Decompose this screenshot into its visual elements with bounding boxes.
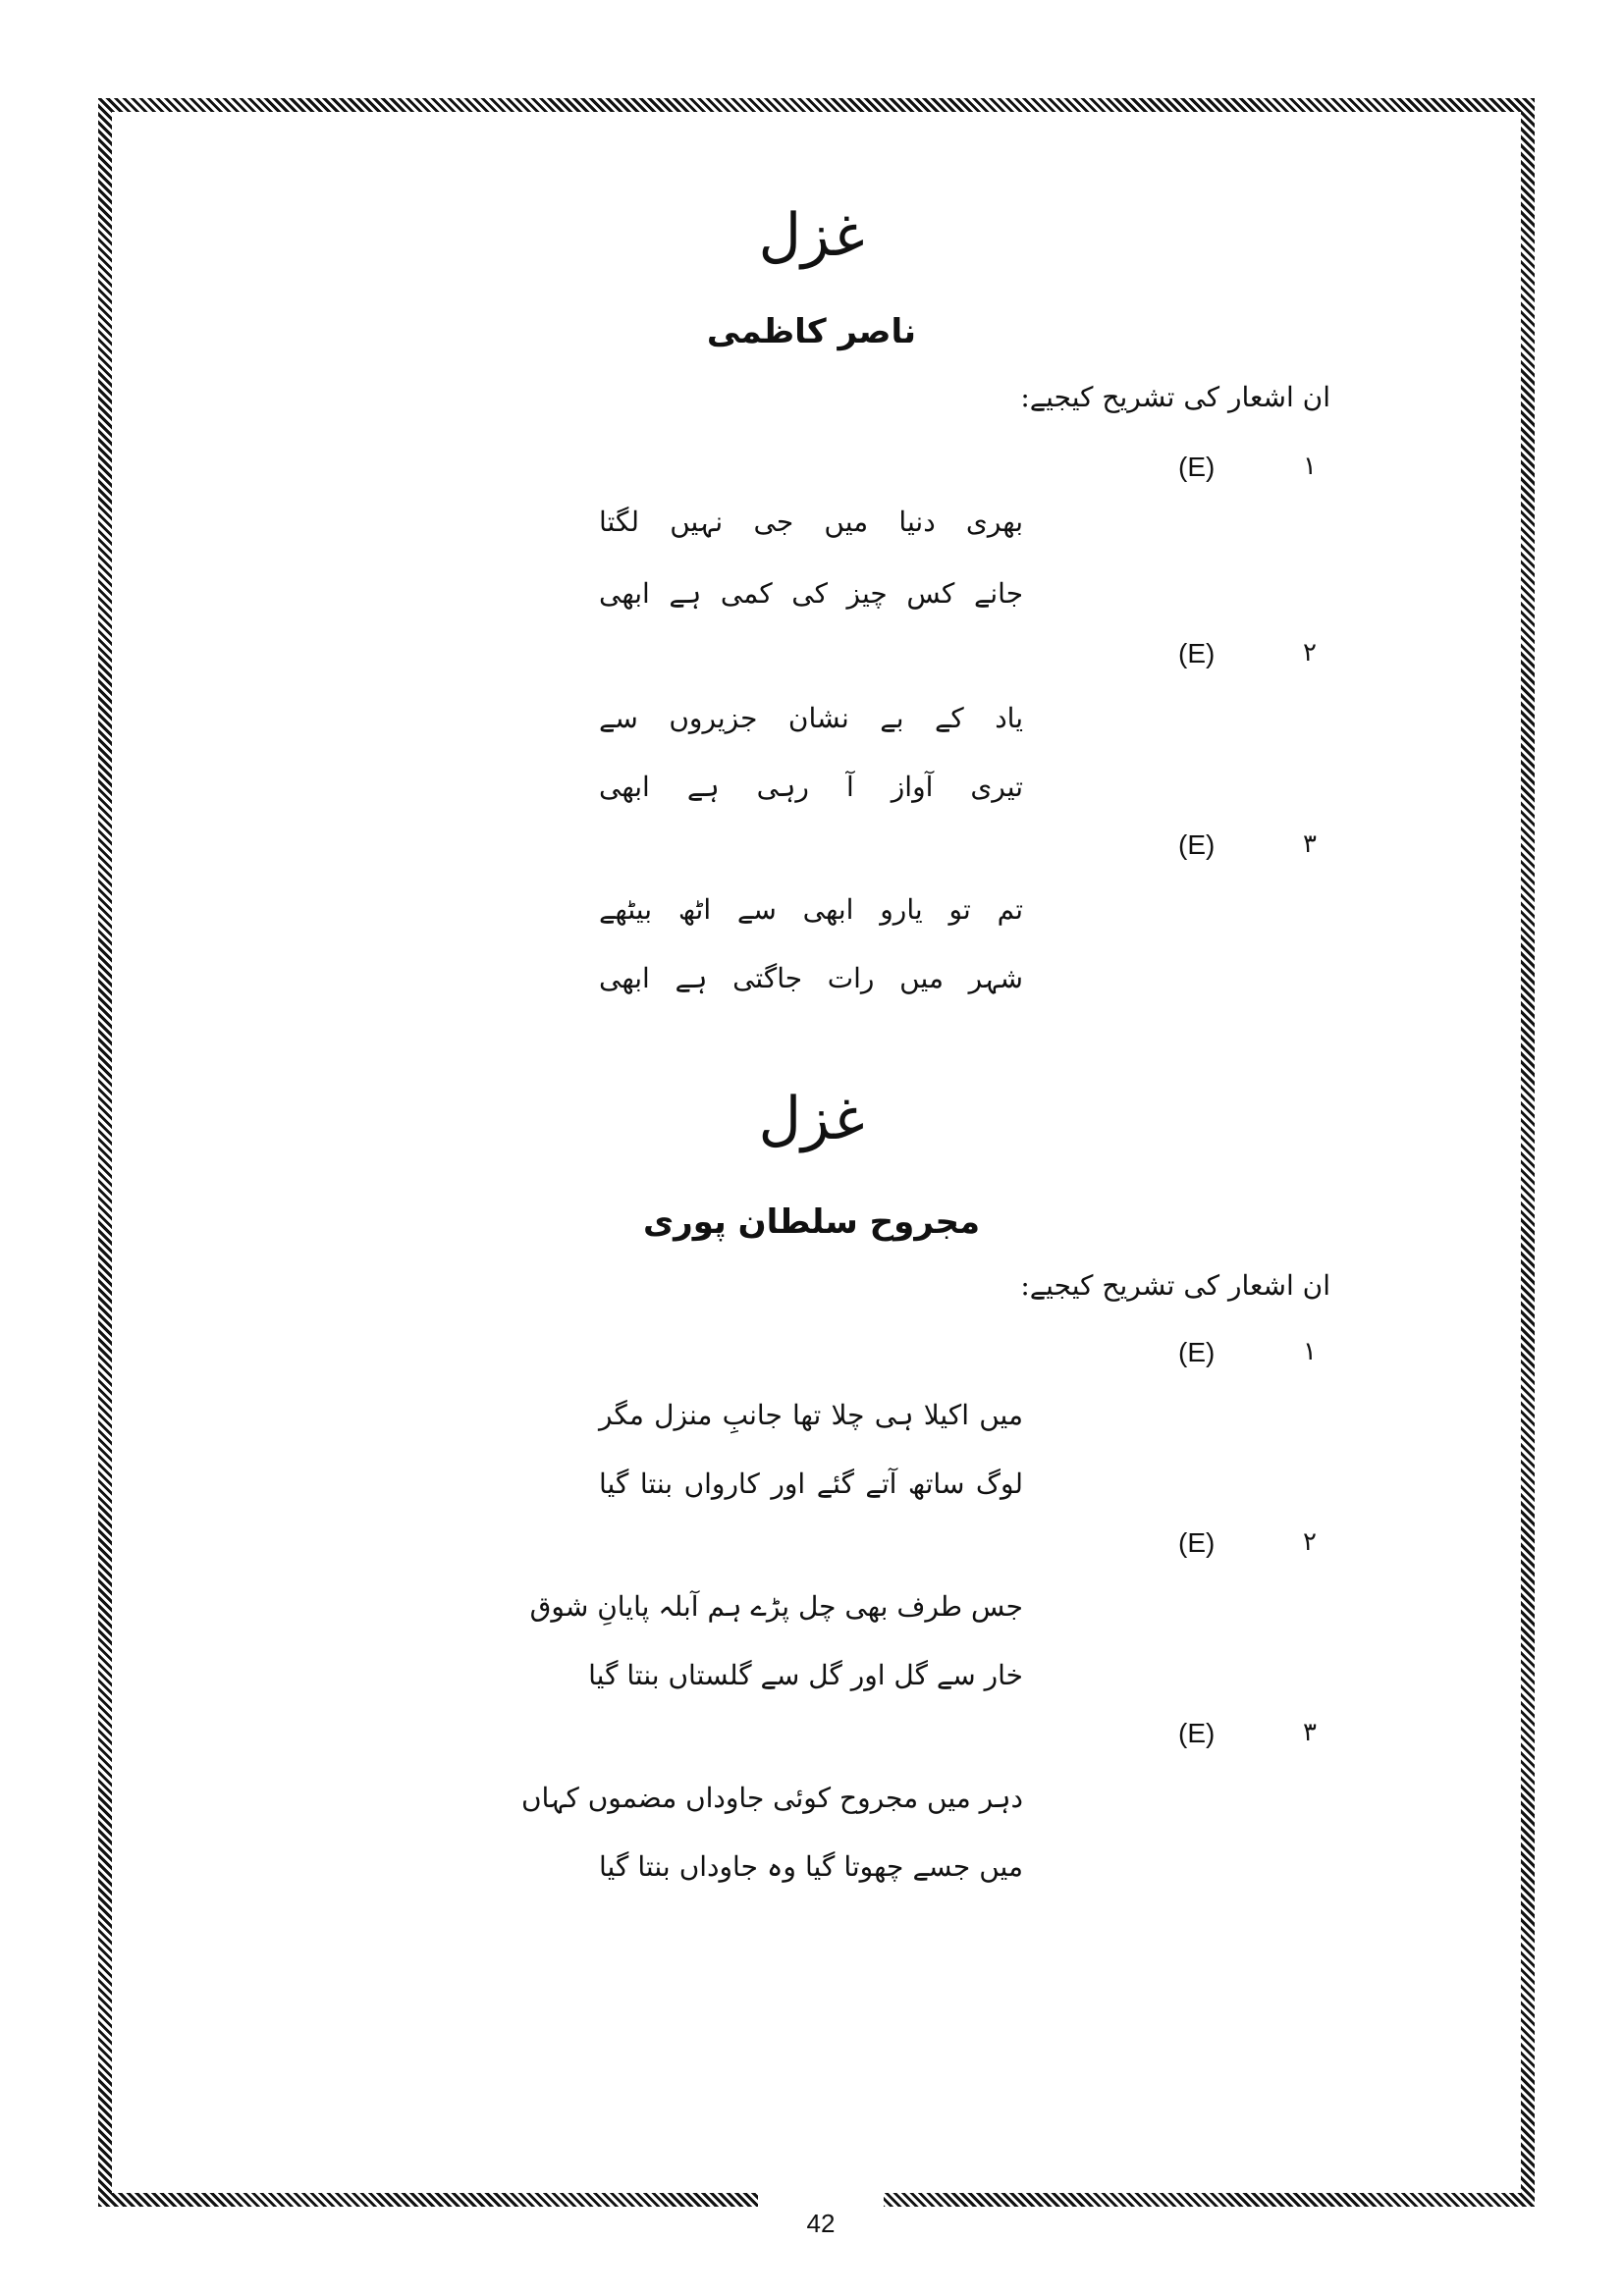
instruction-1: ان اشعار کی تشریح کیجیے: — [1020, 381, 1330, 413]
question-tag: (E) — [1178, 1527, 1216, 1558]
question-tag: (E) — [1178, 452, 1216, 482]
question-number: ۱ — [1303, 452, 1317, 481]
verse-line: یاد کے بے نشان جزیروں سے — [599, 702, 1023, 734]
question-number: ۳ — [1303, 829, 1317, 859]
verse-line: بھری دنیا میں جی نہیں لگتا — [599, 506, 1023, 538]
question-tag: (E) — [1178, 638, 1216, 668]
verse-line: خار سے گل اور گل سے گلستاں بنتا گیا — [588, 1659, 1023, 1691]
verse-line: تیری آواز آ رہی ہے ابھی — [599, 771, 1023, 803]
verse-line: جس طرف بھی چل پڑے ہم آبلہ پایانِ شوق — [529, 1590, 1023, 1623]
verse-line: جانے کس چیز کی کمی ہے ابھی — [599, 577, 1023, 610]
verse-line: شہر میں رات جاگتی ہے ابھی — [599, 962, 1023, 994]
poet-name-2: مجروح سلطان پوری — [642, 1202, 981, 1242]
question-number: ۲ — [1303, 1527, 1317, 1557]
ghazal-title-2: غزل — [758, 1085, 865, 1153]
question-tag: (E) — [1178, 1718, 1216, 1748]
verse-line: دہر میں مجروح کوئی جاوداں مضموں کہاں — [520, 1782, 1023, 1814]
verse-line: میں اکیلا ہی چلا تھا جانبِ منزل مگر — [599, 1399, 1023, 1431]
verse-line: تم تو یارو ابھی سے اٹھ بیٹھے — [599, 893, 1023, 926]
question-tag: (E) — [1178, 1337, 1216, 1367]
instruction-2: ان اشعار کی تشریح کیجیے: — [1020, 1269, 1330, 1302]
verse-line: میں جسے چھوتا گیا وہ جاوداں بنتا گیا — [599, 1850, 1023, 1883]
question-number: ۳ — [1303, 1718, 1317, 1747]
ghazal-title-1: غزل — [758, 201, 865, 270]
poet-name-1: ناصر کاظمی — [706, 312, 917, 351]
question-number: ۲ — [1303, 638, 1317, 667]
question-tag: (E) — [1178, 829, 1216, 860]
question-number: ۱ — [1303, 1337, 1317, 1366]
verse-line: لوگ ساتھ آتے گئے اور کارواں بنتا گیا — [599, 1468, 1023, 1500]
page-number: 42 — [806, 2209, 836, 2238]
